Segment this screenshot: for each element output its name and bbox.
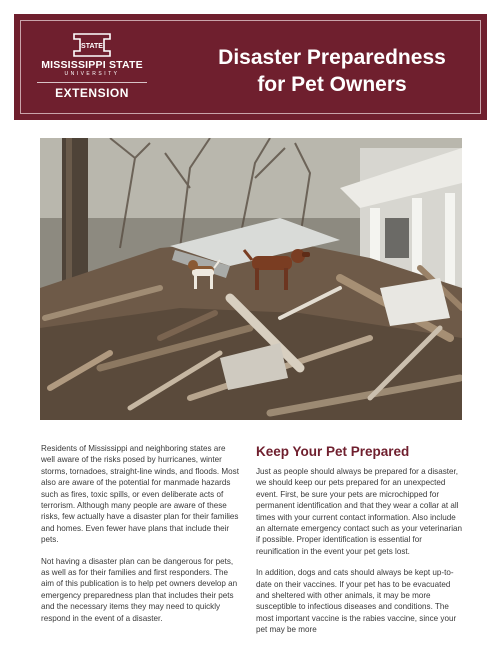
logo-university-word: UNIVERSITY [64,71,120,77]
section-paragraph-2: In addition, dogs and cats should always be kept up-to-date on their vaccines. If your pet has to be evacuated and sheltered with other animals, it may be more susceptible to infectious diseases and conditions. The most important vaccine is the rabies vaccine, since your pet may be more [256,568,457,635]
page-title [182,44,482,98]
state-seal-icon [70,32,114,58]
logo-divider [37,82,147,83]
title-line-1: Disaster Preparedness [218,46,446,69]
section-paragraph-1: Just as people should always be prepared for a disaster, we should keep our pets prepared for an unexpected event. First, be sure your pets are microchipped for permanent identification and that they wear a collar at all times with your current contact information. Also include an alternate emergency contact such as your veterinarian if possible. Proper identification is essential for reunification in the event your pet gets lost. [256,467,463,556]
logo-university-name: MISSISSIPPI STATE [41,59,143,71]
intro-paragraph-1: Residents of Mississippi and neighboring states are well aware of the risks posed by hurricanes, winter storms, tornadoes, straight-line winds, and floods. Most also are aware of the potential for manmade hazards such as fires, toxic spills, or even deliberate acts of terrorism. Although many people are aware of these risks, few actually have a disaster plan for their families and homes. Even fewer have plans that include their pets. [41,444,239,545]
intro-column [41,443,241,634]
keep-pet-prepared-section [256,444,466,646]
logo-extension: EXTENSION [55,86,129,100]
intro-paragraph-2: Not having a disaster plan can be dangerous for pets, as well as for their families and first responders. The aim of this publication is to help pet owners develop an emergency preparedness plan that includes their pets and the necessary items they may need to quickly respond in the event of a disaster. [41,556,238,623]
msu-extension-logo [32,32,152,120]
seal-text: STATE [81,43,103,50]
header-banner [14,14,487,120]
title-line-2: for Pet Owners [257,73,407,96]
section-heading: Keep Your Pet Prepared [256,444,410,459]
photo-of-dogs-on-storm-debris [40,138,462,420]
